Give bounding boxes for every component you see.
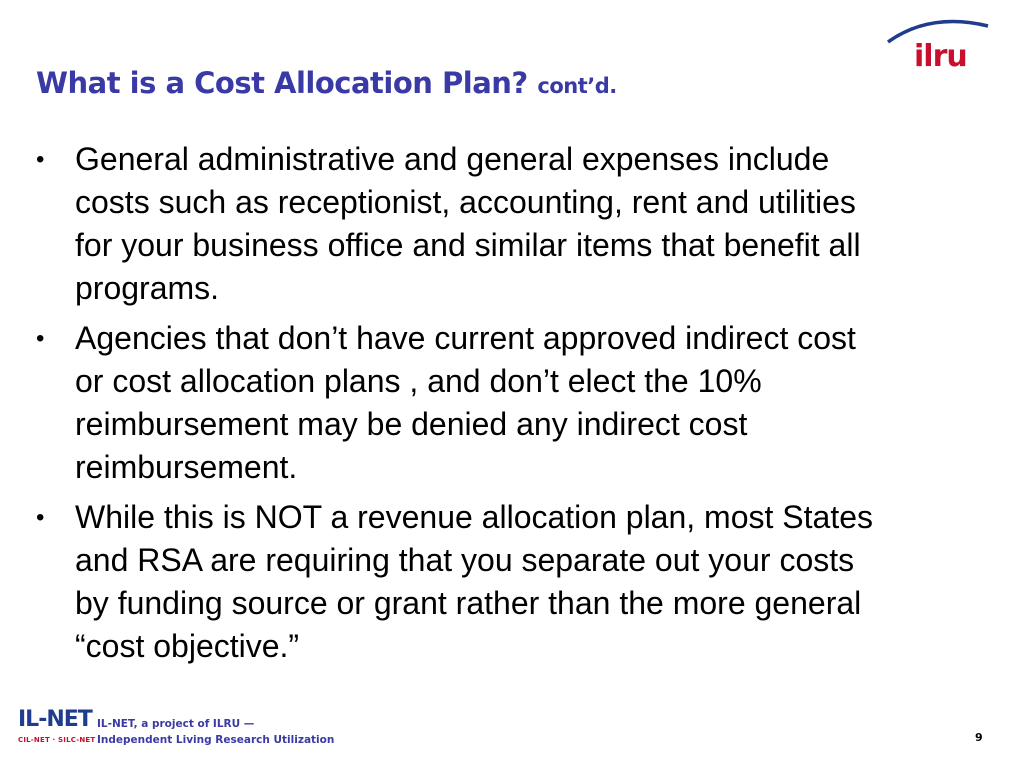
bullet-marker: • (36, 146, 45, 173)
bullet-line: “cost objective.” (75, 628, 300, 664)
ilru-logo (884, 18, 992, 74)
bullet-line: by funding source or grant rather than the more general (75, 585, 862, 621)
bullet-line: While this is NOT a revenue allocation plan, most States (75, 499, 873, 535)
ilnet-logo (18, 708, 95, 744)
bullet-line: reimbursement may be denied any indirect cost (75, 406, 748, 442)
title-suffix: cont’d. (537, 74, 617, 98)
page-number: 9 (975, 731, 983, 744)
ilnet-logo-subtext: CIL-NET · SILC-NET (18, 736, 96, 744)
bullet-item (36, 317, 986, 489)
bullet-line: General administrative and general expenses include (75, 141, 830, 177)
bullet-line: for your business office and similar items that benefit all (75, 227, 861, 263)
bullet-line: Agencies that don’t have current approved indirect cost (75, 320, 856, 356)
bullet-item (36, 138, 986, 310)
bullet-line: or cost allocation plans , and don’t elect the 10% (75, 363, 762, 399)
bullet-line: reimbursement. (75, 449, 298, 485)
footer-line-1: IL-NET, a project of ILRU — (97, 718, 255, 730)
slide-title (36, 66, 617, 100)
ilnet-logo-text: IL-NET (18, 707, 92, 732)
bullet-marker: • (36, 504, 45, 531)
bullet-item (36, 496, 986, 668)
bullet-list (36, 138, 986, 675)
footer-attribution (97, 716, 334, 748)
bullet-line: costs such as receptionist, accounting, rent and utilities (75, 184, 856, 220)
bullet-line: programs. (75, 270, 220, 306)
ilru-logo-text: ilru (914, 39, 967, 74)
title-main: What is a Cost Allocation Plan? (36, 66, 528, 100)
bullet-marker: • (36, 325, 45, 352)
bullet-line: and RSA are requiring that you separate out your costs (75, 542, 855, 578)
footer-line-2: Independent Living Research Utilization (97, 734, 335, 746)
